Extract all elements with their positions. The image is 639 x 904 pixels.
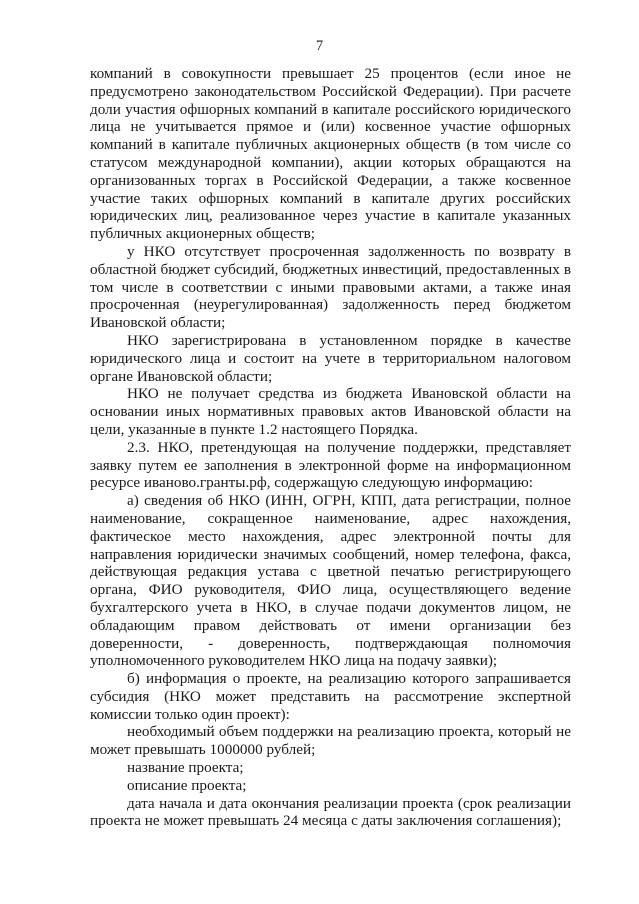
text-line: направления юридически значимых сообщений, номер телефона, факса,	[90, 545, 571, 563]
text-line: НКО не получает средства из бюджета Ивановской области на	[127, 385, 571, 403]
text-line: обладающим правом действовать от имени организации без	[90, 616, 571, 634]
text-line: НКО зарегистрирована в установленном порядке в качестве	[127, 331, 571, 349]
text-line: 2.3. НКО, претендующая на получение поддержки, представляет	[127, 438, 571, 456]
text-line: название проекта;	[127, 759, 244, 777]
text-line: действующая редакция устава с цветной печатью регистрирующего	[90, 563, 571, 581]
text-line: основании иных нормативных правовых актов Ивановской области на	[90, 403, 571, 421]
text-line: органа, ФИО руководителя, ФИО лица, осуществляющего ведение	[90, 581, 571, 599]
text-line: субсидия (НКО может представить на рассмотрение экспертной	[90, 687, 571, 705]
text-line: организованных торгах в Российской Федерации, а также косвенное	[90, 171, 571, 189]
text-line: органе Ивановской области;	[90, 367, 273, 385]
text-line: статусом международной компании), акции которых обращаются на	[90, 153, 571, 171]
text-line: компаний в капитале публичных акционерных обществ (в том числе со	[90, 136, 571, 154]
text-line: цели, указанные в пункте 1.2 настоящего Порядка.	[90, 420, 418, 438]
text-line: ресурсе иваново.гранты.рф, содержащую следующую информацию:	[90, 474, 533, 492]
text-line: описание проекта;	[127, 776, 247, 794]
text-line: б) информация о проекте, на реализацию которого запрашивается	[127, 670, 571, 688]
text-line: областной бюджет субсидий, бюджетных инвестиций, предоставленных в	[90, 260, 571, 278]
text-line: дата начала и дата окончания реализации проекта (срок реализации	[127, 794, 571, 812]
text-line: бухгалтерского учета в НКО, в случае подачи документов лицом, не	[90, 598, 571, 616]
page-number: 7	[315, 38, 324, 54]
text-line: может превышать 1000000 рублей;	[90, 741, 316, 759]
text-line: проекта не может превышать 24 месяца с даты заключения соглашения);	[90, 812, 562, 830]
text-line: юридических лиц, реализованное через участие в капитале указанных	[90, 207, 571, 225]
text-line: уполномоченного руководителем НКО лица на подачу заявки);	[90, 652, 498, 670]
text-line: у НКО отсутствует просроченная задолженность по возврату в	[127, 242, 571, 260]
text-line: компаний в совокупности превышает 25 процентов (если иное не	[90, 65, 571, 82]
document-body	[90, 65, 571, 830]
text-line: наименование, сокращенное наименование, адрес нахождения,	[90, 509, 571, 527]
text-line: необходимый объем поддержки на реализацию проекта, который не	[127, 723, 571, 741]
text-line: лица не учитывается прямое и (или) косвенное участие офшорных	[90, 118, 571, 136]
text-line: юридического лица и состоит на учете в территориальном налоговом	[90, 349, 571, 367]
text-line: том числе в соответствии с иными правовыми актами, а также иная	[90, 278, 571, 296]
text-line: а) сведения об НКО (ИНН, ОГРН, КПП, дата регистрации, полное	[127, 492, 571, 510]
text-line: доли участия офшорных компаний в капитале российского юридического	[90, 100, 571, 118]
text-line: заявку путем ее заполнения в электронной форме на информационном	[90, 456, 571, 474]
text-line: предусмотрено законодательством Российской Федерации). При расчете	[90, 82, 571, 100]
text-line: комиссии только один проект):	[90, 705, 290, 723]
text-line: участие таких офшорных компаний в капитале других российских	[90, 189, 571, 207]
text-line: публичных акционерных обществ;	[90, 225, 315, 243]
text-line: Ивановской области;	[90, 314, 226, 332]
text-line: просроченная (неурегулированная) задолженность перед бюджетом	[90, 296, 571, 314]
text-line: фактическое место нахождения, адрес электронной почты для	[90, 527, 571, 545]
text-line: доверенности, - доверенность, подтверждающая полномочия	[90, 634, 571, 652]
